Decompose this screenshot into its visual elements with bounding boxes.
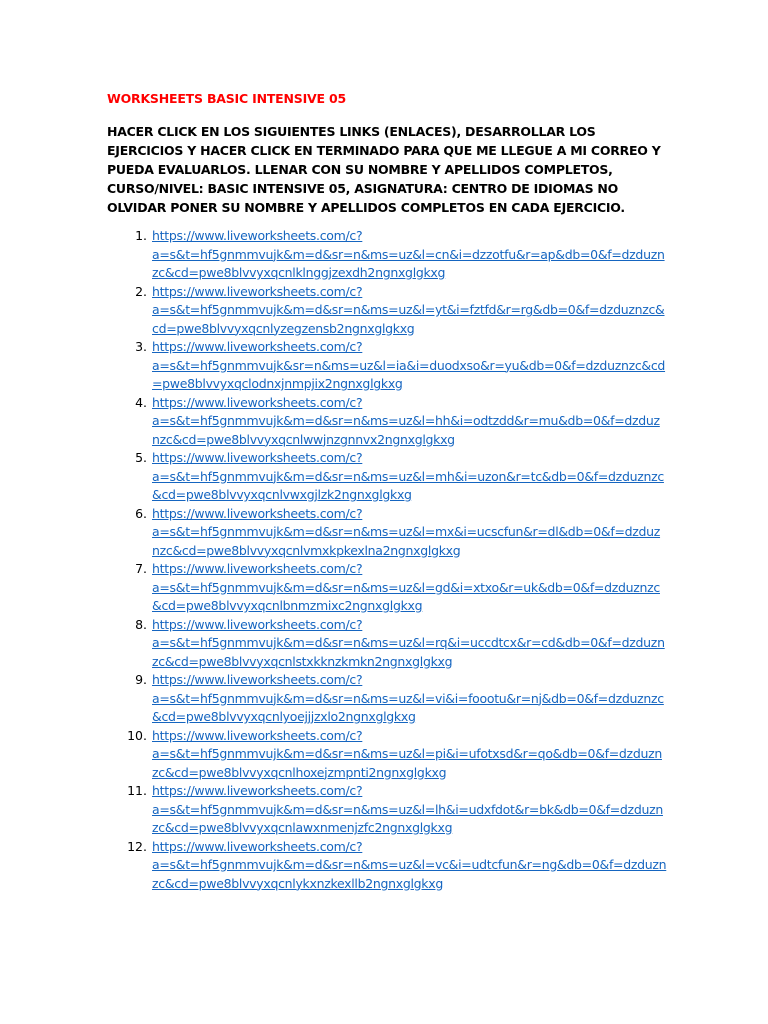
list-item bbox=[107, 838, 667, 894]
list-item bbox=[107, 449, 667, 505]
list-number: 2. bbox=[135, 283, 147, 299]
list-item bbox=[107, 505, 667, 561]
list-item bbox=[107, 782, 667, 838]
list-item bbox=[107, 227, 667, 283]
worksheet-link[interactable]: https://www.liveworksheets.com/c? a=s&t=hf5gnmmvujk&m=d&sr=n&ms=uz&l=yt&i=fztfd&r=rg&db=0&f=dzduznzc&cd=pwe8blvvyxqcnlyzegzensb2ngnxglgkxg bbox=[152, 283, 665, 336]
list-number: 12. bbox=[127, 838, 147, 854]
worksheet-link[interactable]: https://www.liveworksheets.com/c? a=s&t=hf5gnmmvujk&m=d&sr=n&ms=uz&l=vc&i=udtcfun&r=ng&db=0&f=dzduznzc&cd=pwe8blvvyxqcnlykxnzkexllb2ngnxglgkxg bbox=[152, 838, 667, 891]
worksheet-link[interactable]: https://www.liveworksheets.com/c? a=s&t=hf5gnmmvujk&sr=n&ms=uz&l=ia&i=duodxso&r=yu&db=0&f=dzduznzc&cd=pwe8blvvyxqclodnxjnmpjix2ngnxglgkxg bbox=[152, 339, 666, 391]
document-page bbox=[107, 90, 667, 893]
list-number: 6. bbox=[135, 505, 147, 521]
list-number: 1. bbox=[135, 228, 147, 243]
list-item bbox=[107, 394, 667, 450]
worksheet-link[interactable]: https://www.liveworksheets.com/c? a=s&t=hf5gnmmvujk&m=d&sr=n&ms=uz&l=vi&i=foootu&r=nj&db=0&f=dzduznzc&cd=pwe8blvvyxqcnlyoejjjzxlo2ngnxglgkxg bbox=[152, 672, 664, 724]
worksheet-link[interactable]: https://www.liveworksheets.com/c? a=s&t=hf5gnmmvujk&m=d&sr=n&ms=uz&l=hh&i=odtzdd&r=mu&db=0&f=dzduznzc&cd=pwe8blvvyxqcnlwwjnzgnnvx2ngnxglgkxg bbox=[152, 394, 660, 447]
worksheet-link[interactable]: https://www.liveworksheets.com/c? a=s&t=hf5gnmmvujk&m=d&sr=n&ms=uz&l=pi&i=ufotxsd&r=qo&db=0&f=dzduznzc&cd=pwe8blvvyxqcnlhoxejzmpnti2ngnxglgkxg bbox=[152, 727, 662, 780]
list-number: 8. bbox=[135, 616, 147, 632]
list-item bbox=[107, 616, 667, 672]
document-title: WORKSHEETS BASIC INTENSIVE 05 bbox=[107, 91, 346, 106]
worksheet-link[interactable]: https://www.liveworksheets.com/c? a=s&t=hf5gnmmvujk&m=d&sr=n&ms=uz&l=cn&i=dzzotfu&r=ap&db=0&f=dzduznzc&cd=pwe8blvvyxqcnlklnggjzexdh2ngnxglgkxg bbox=[152, 228, 665, 280]
worksheet-link[interactable]: https://www.liveworksheets.com/c? a=s&t=hf5gnmmvujk&m=d&sr=n&ms=uz&l=lh&i=udxfdot&r=bk&db=0&f=dzduznzc&cd=pwe8blvvyxqcnlawxnmenjzfc2ngnxglgkxg bbox=[152, 783, 663, 835]
worksheet-link[interactable]: https://www.liveworksheets.com/c? a=s&t=hf5gnmmvujk&m=d&sr=n&ms=uz&l=mh&i=uzon&r=tc&db=0&f=dzduznzc&cd=pwe8blvvyxqcnlvwxgjlzk2ngnxglgkxg bbox=[152, 450, 664, 502]
list-number: 7. bbox=[135, 561, 147, 576]
list-item bbox=[107, 338, 667, 394]
list-item bbox=[107, 560, 667, 616]
list-item bbox=[107, 727, 667, 783]
instructions-paragraph: HACER CLICK EN LOS SIGUIENTES LINKS (ENLACES), DESARROLLAR LOS EJERCICIOS Y HACER CLICK EN TERMINADO PARA QUE ME LLEGUE A MI CORREO Y PUEDA EVALUARLOS. LLENAR CON SU NOMBRE Y APELLIDOS COMPLETOS, CURSO/NIVEL: BASIC INTENSIVE 05, ASIGNATURA: CENTRO DE IDIOMAS NO OLVIDAR PONER SU NOMBRE Y APELLIDOS COMPLETOS EN CADA EJERCICIO. bbox=[107, 124, 661, 215]
worksheet-link-list bbox=[107, 227, 667, 893]
list-number: 4. bbox=[135, 394, 147, 410]
list-item bbox=[107, 671, 667, 727]
list-number: 9. bbox=[135, 672, 147, 687]
list-number: 11. bbox=[127, 783, 147, 798]
list-number: 10. bbox=[127, 727, 147, 743]
worksheet-link[interactable]: https://www.liveworksheets.com/c? a=s&t=hf5gnmmvujk&m=d&sr=n&ms=uz&l=rq&i=uccdtcx&r=cd&db=0&f=dzduznzc&cd=pwe8blvvyxqcnlstxkknzkmkn2ngnxglgkxg bbox=[152, 616, 665, 669]
worksheet-link[interactable]: https://www.liveworksheets.com/c? a=s&t=hf5gnmmvujk&m=d&sr=n&ms=uz&l=mx&i=ucscfun&r=dl&db=0&f=dzduznzc&cd=pwe8blvvyxqcnlvmxkpkexlna2ngnxglgkxg bbox=[152, 505, 661, 558]
list-number: 3. bbox=[135, 339, 147, 354]
list-number: 5. bbox=[135, 450, 147, 465]
list-item bbox=[107, 283, 667, 339]
worksheet-link[interactable]: https://www.liveworksheets.com/c? a=s&t=hf5gnmmvujk&m=d&sr=n&ms=uz&l=gd&i=xtxo&r=uk&db=0&f=dzduznzc&cd=pwe8blvvyxqcnlbnmzmixc2ngnxglgkxg bbox=[152, 561, 660, 613]
